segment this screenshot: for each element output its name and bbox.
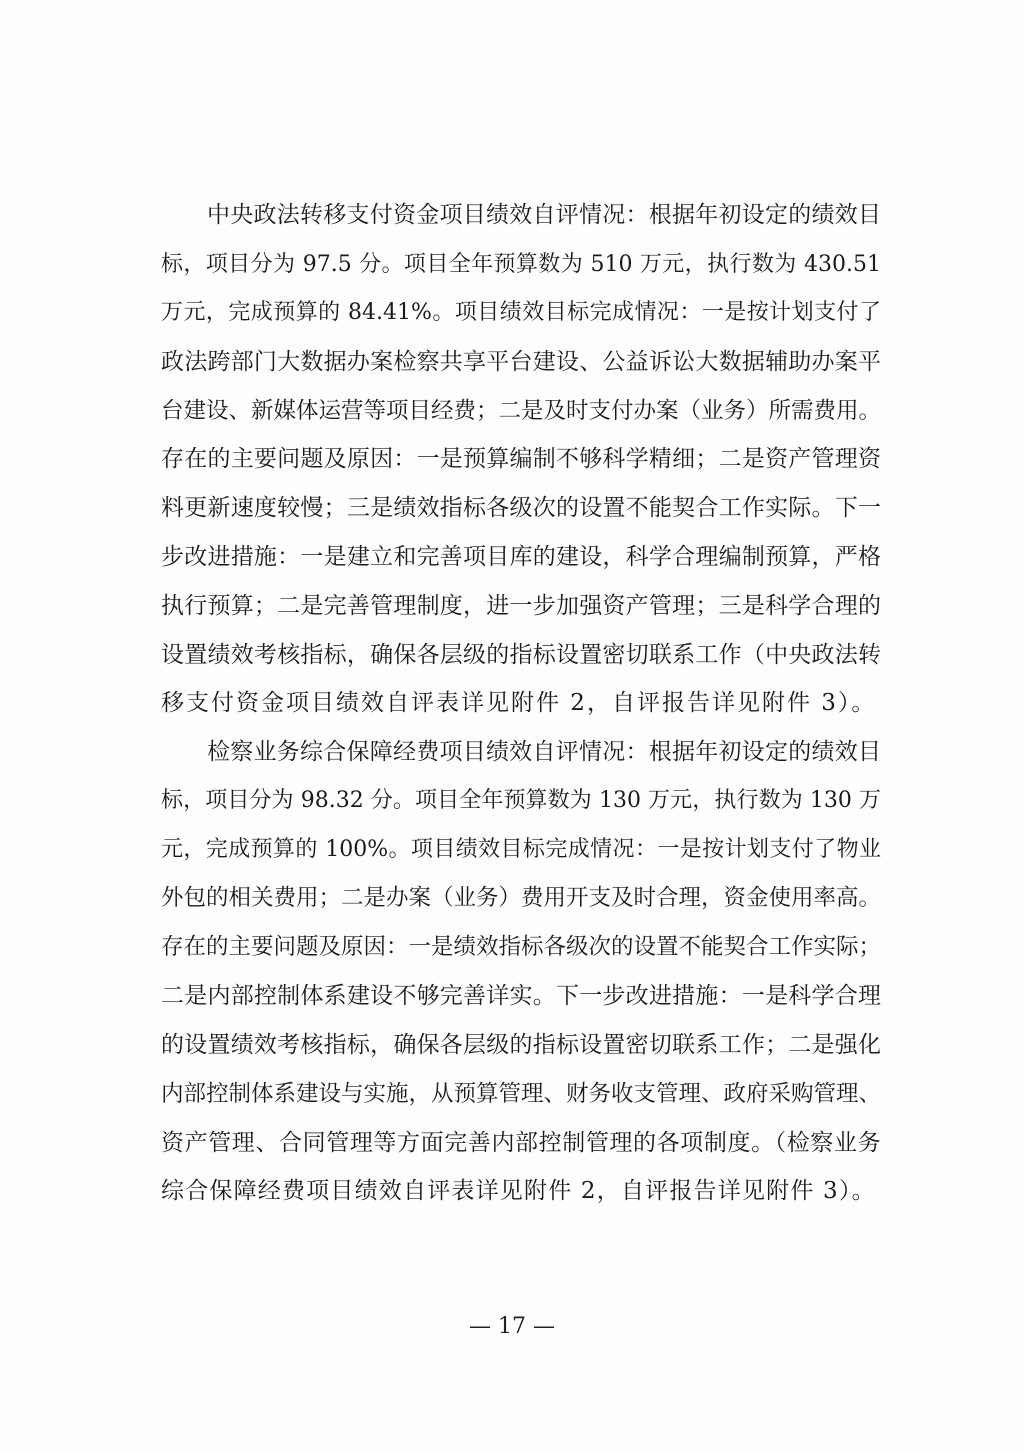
paragraph-line: 执行预算；二是完善管理制度，进一步加强资产管理；三是科学合理的 — [161, 593, 881, 619]
paragraph-line: 内部控制体系建设与实施，从预算管理、财务收支管理、政府采购管理、 — [161, 1081, 882, 1107]
paragraph-line: 元，完成预算的 100%。项目绩效目标完成情况：一是按计划支付了物业 — [161, 837, 881, 862]
paragraph-line: 移支付资金项目绩效自评表详见附件 2，自评报告详见附件 3）。 — [161, 690, 877, 716]
paragraph-line: 台建设、新媒体运营等项目经费；二是及时支付办案（业务）所需费用。 — [161, 398, 882, 424]
paragraph-line: 二是内部控制体系建设不够完善详实。下一步改进措施：一是科学合理 — [161, 983, 881, 1009]
paragraph-line: 外包的相关费用；二是办案（业务）费用开支及时合理，资金使用率高。 — [161, 885, 882, 911]
paragraph-line: 的设置绩效考核指标，确保各层级的指标设置密切联系工作；二是强化 — [161, 1032, 881, 1058]
paragraph-line: 标，项目分为 98.32 分。项目全年预算数为 130 万元，执行数为 130 万 — [161, 788, 881, 813]
paragraph-line: 中央政法转移支付资金项目绩效自评情况：根据年初设定的绩效目 — [207, 202, 881, 228]
paragraph-line: 存在的主要问题及原因：一是预算编制不够科学精细；二是资产管理资 — [161, 446, 881, 472]
paragraph-line: 资产管理、合同管理等方面完善内部控制管理的各项制度。（检察业务 — [161, 1130, 881, 1156]
page-number: — 17 — — [469, 1314, 555, 1339]
paragraph-line: 检察业务综合保障经费项目绩效自评情况：根据年初设定的绩效目 — [207, 739, 881, 765]
paragraph-line: 料更新速度较慢；三是绩效指标各级次的设置不能契合工作实际。下一 — [161, 495, 881, 521]
paragraph-line: 标，项目分为 97.5 分。项目全年预算数为 510 万元，执行数为 430.51 — [161, 252, 881, 277]
paragraph-line: 政法跨部门大数据办案检察共享平台建设、公益诉讼大数据辅助办案平 — [161, 349, 881, 375]
paragraph-line: 步改进措施：一是建立和完善项目库的建设，科学合理编制预算，严格 — [161, 544, 881, 570]
paragraph-line: 设置绩效考核指标，确保各层级的指标设置密切联系工作（中央政法转 — [161, 642, 881, 668]
paragraph-line: 综合保障经费项目绩效自评表详见附件 2，自评报告详见附件 3）。 — [161, 1178, 876, 1204]
paragraph-line: 万元，完成预算的 84.41%。项目绩效目标完成情况：一是按计划支付了 — [161, 300, 881, 325]
paragraph-line: 存在的主要问题及原因：一是绩效指标各级次的设置不能契合工作实际； — [161, 934, 882, 960]
